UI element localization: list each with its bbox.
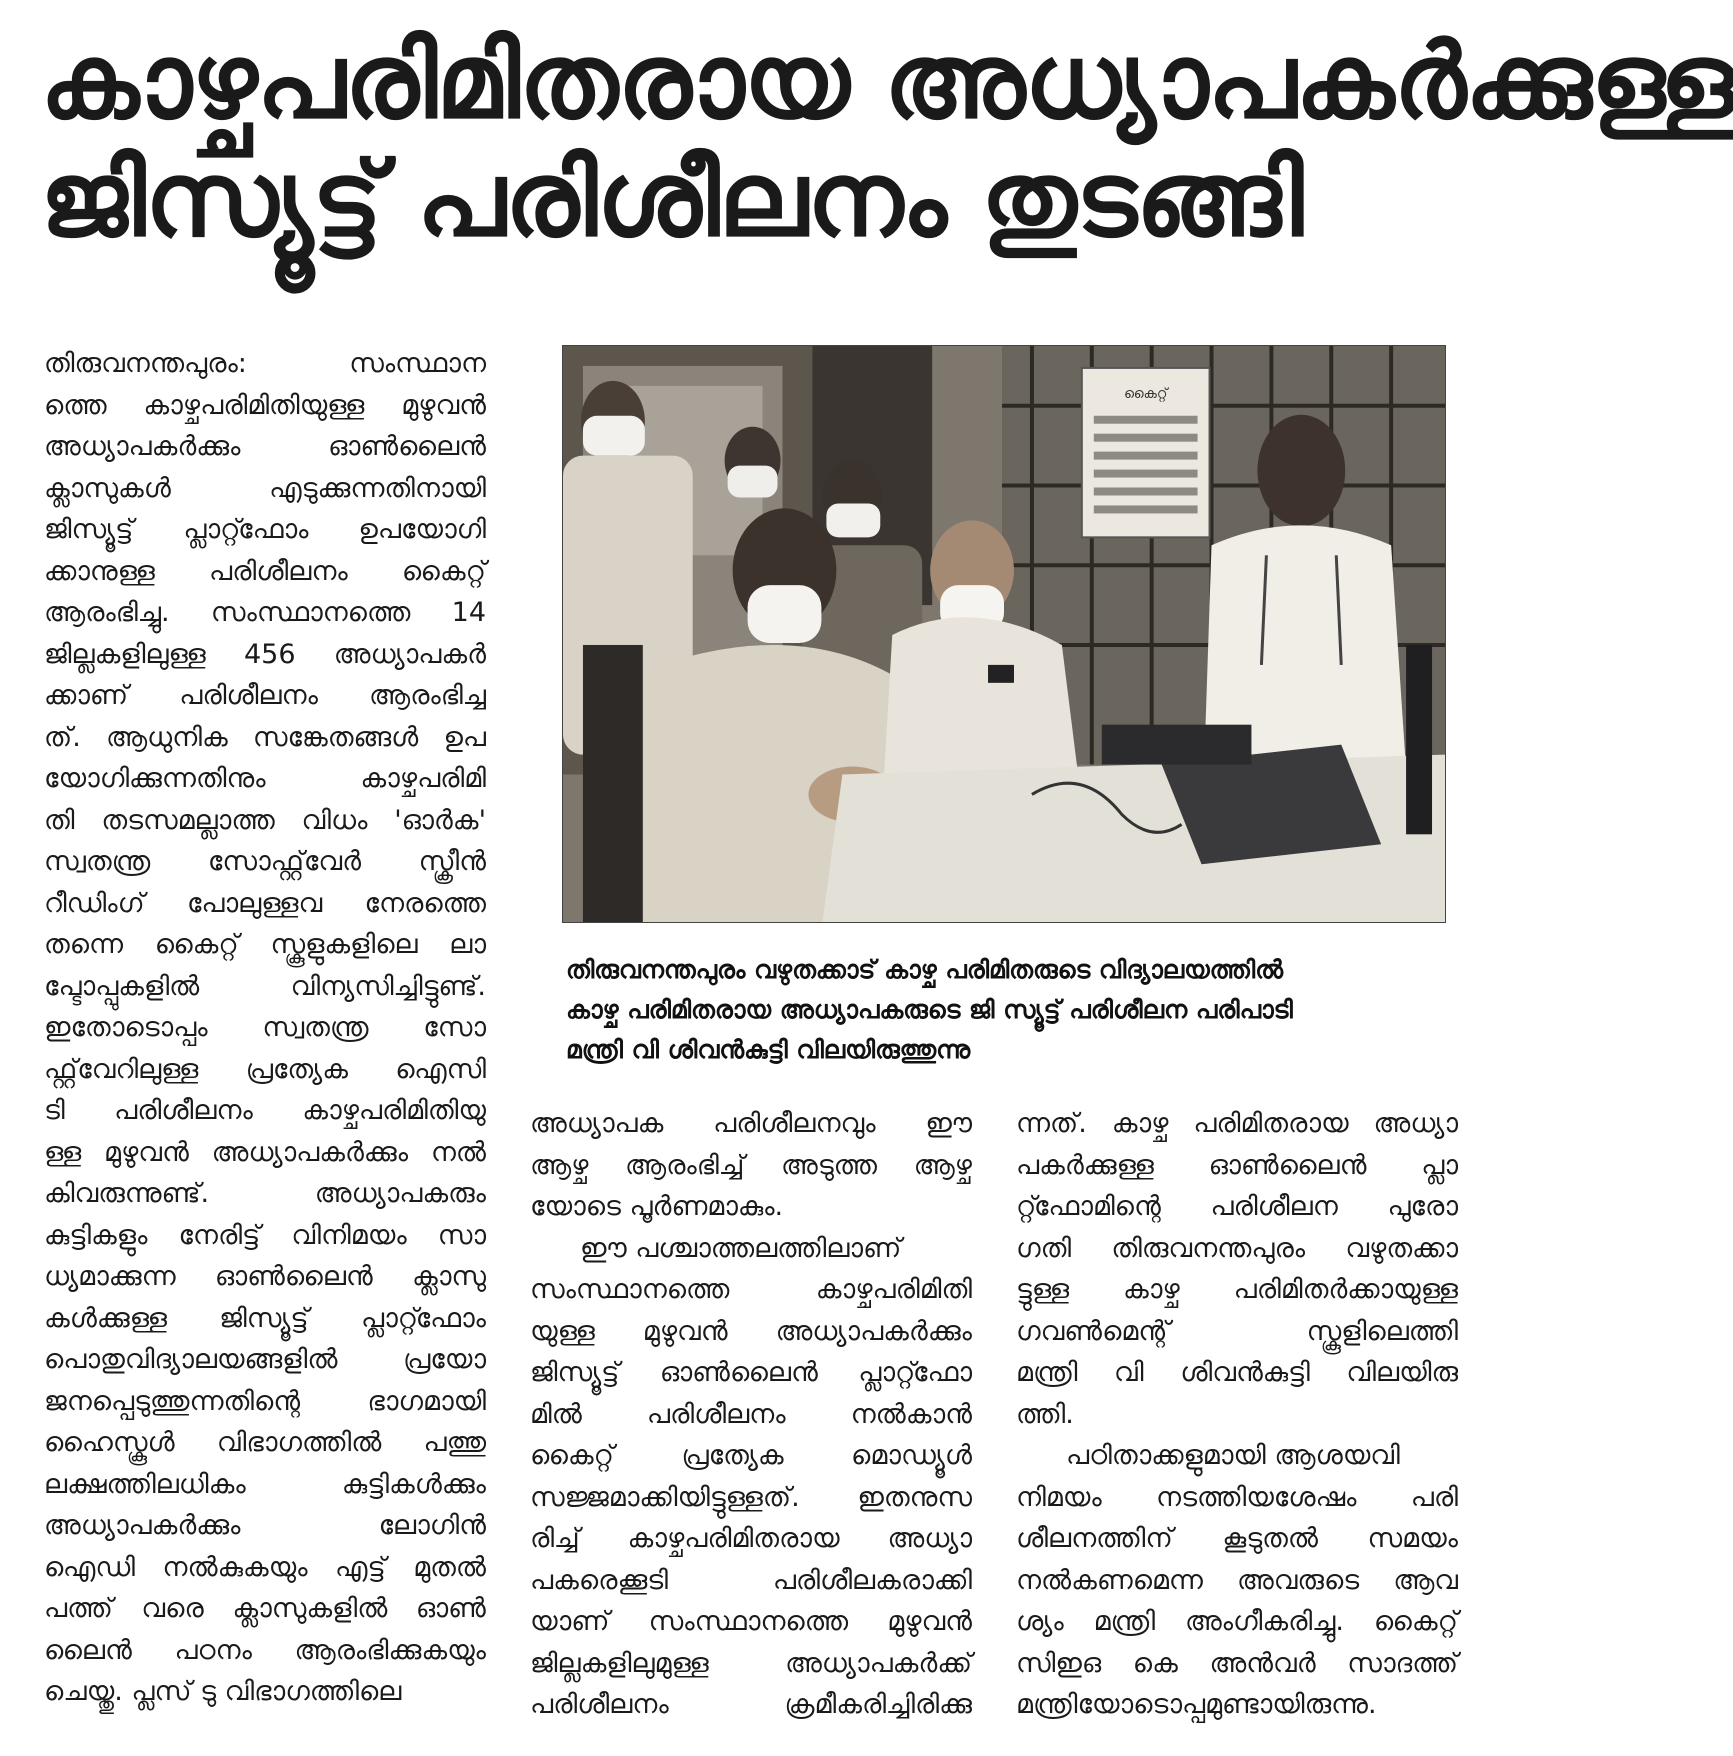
article-line: ഈ പശ്ചാത്തലത്തിലാണ് bbox=[580, 1232, 902, 1264]
photo-caption bbox=[566, 950, 1446, 1070]
article-line: ഹൈസ്കൂൾ വിഭാഗത്തിൽ പത്തു bbox=[44, 1427, 486, 1458]
article-line: റ്റ്ഫോമിന്റെ പരിശീലന പുരോ bbox=[1016, 1191, 1458, 1222]
article-line: ശീലനത്തിന് കൂടുതൽ സമയം bbox=[1016, 1523, 1458, 1554]
calendar-heading: കൈറ്റ് bbox=[1123, 385, 1168, 402]
article-line: പൊതുവിദ്യാലയങ്ങളിൽ പ്രയോ bbox=[44, 1344, 486, 1375]
article-line: പകർക്കുള്ള ഓൺലൈൻ പ്ലാ bbox=[1016, 1149, 1458, 1181]
article-line: ത്തി. bbox=[1016, 1398, 1074, 1430]
article-line: തി തടസമല്ലാത്ത വിധം 'ഓർക' bbox=[44, 804, 486, 836]
article-line: ജനപ്പെടുത്തുന്നതിന്റെ ഭാഗമായി bbox=[44, 1385, 486, 1417]
article-line: കൾക്കുള്ള ജിസ്യൂട്ട് പ്ലാറ്റ്ഫോം bbox=[44, 1302, 486, 1334]
article-line: ടി പരിശീലനം കാഴ്ചപരിമിതിയു bbox=[44, 1095, 486, 1126]
article-line: യോഗിക്കുന്നതിനും കാഴ്ചപരിമി bbox=[44, 763, 486, 794]
photo-illustration bbox=[563, 346, 1445, 922]
article-line: അധ്യാപകർക്കും ലോഗിൻ bbox=[44, 1510, 486, 1541]
article-line: ഇതോടൊപ്പം സ്വതന്ത്ര സോ bbox=[44, 1012, 486, 1043]
article-column-1 bbox=[44, 343, 486, 1713]
article-line: ഐഡി നൽകുകയും എട്ട് മുതൽ bbox=[44, 1551, 486, 1583]
article-line: ഗതി തിരുവനന്തപുരം വഴുതക്കാ bbox=[1016, 1232, 1458, 1264]
article-line: രിച്ച് കാഴ്ചപരിമിതരായ അധ്യാ bbox=[530, 1523, 972, 1554]
article-line: പത്ത് വരെ ക്ലാസുകളിൽ ഓൺ bbox=[44, 1593, 486, 1624]
article-line: യുള്ള മുഴുവൻ അധ്യാപകർക്കും bbox=[530, 1315, 972, 1347]
article-line: ആഴ്ച ആരംഭിച്ച് അടുത്ത ആഴ്ച bbox=[530, 1149, 972, 1181]
article-line: തന്നെ കൈറ്റ് സ്കൂളുകളിലെ ലാ bbox=[44, 929, 486, 960]
headline-line-2: ജിസ്യൂട്ട് പരിശീലനം തുടങ്ങി bbox=[40, 138, 1303, 260]
article-line: തിരുവനന്തപുരം: സംസ്ഥാന bbox=[44, 348, 486, 379]
article-column-2 bbox=[530, 1103, 972, 1726]
article-line: അധ്യാപകർക്കും ഓൺലൈൻ bbox=[44, 431, 486, 462]
article-line: ക്ലാസുകൾ എടുക്കുന്നതിനായി bbox=[44, 472, 486, 504]
article-line: പരിശീലനം ക്രമീകരിച്ചിരിക്കു bbox=[530, 1689, 972, 1720]
article-line: നിമയം നടത്തിയശേഷം പരി bbox=[1016, 1481, 1458, 1513]
article-line: ശ്യം മന്ത്രി അംഗീകരിച്ചു. കൈറ്റ് bbox=[1016, 1606, 1458, 1637]
article-line: ന്നത്. കാഴ്ച പരിമിതരായ അധ്യാ bbox=[1016, 1108, 1458, 1139]
article-line: മന്ത്രി വി ശിവൻകുട്ടി വിലയിരു bbox=[1016, 1357, 1458, 1388]
article-line: ക്കാനുള്ള പരിശീലനം കൈറ്റ് bbox=[44, 555, 486, 587]
article-line: മന്ത്രിയോടൊപ്പമുണ്ടായിരുന്നു. bbox=[1016, 1689, 1377, 1720]
headline-line-1: കാഴ്ചപരിമിതരായ അധ്യാപകർക്കുള്ള bbox=[40, 20, 1733, 142]
article-line: സ്വതന്ത്ര സോഫ്റ്റ്‌വേർ സ്ക്രീൻ bbox=[44, 846, 486, 877]
article-line: സംസ്ഥാനത്തെ കാഴ്ചപരിമിതി bbox=[530, 1274, 972, 1305]
article-line: ജില്ലകളിലുമുള്ള അധ്യാപകർക്ക് bbox=[530, 1647, 972, 1679]
article-line: കിവരുന്നുണ്ട്. അധ്യാപകരും bbox=[44, 1178, 486, 1209]
caption-line-3: മന്ത്രി വി ശിവൻകുട്ടി വിലയിരുത്തുന്നു bbox=[566, 1035, 971, 1064]
article-line: മിൽ പരിശീലനം നൽകാൻ bbox=[530, 1398, 972, 1430]
article-line: ട്ടുള്ള കാഴ്ച പരിമിതർക്കായുള്ള bbox=[1016, 1274, 1458, 1305]
article-line: ള്ള മുഴുവൻ അധ്യാപകർക്കും നൽ bbox=[44, 1136, 486, 1168]
article-line: നൽകണമെന്ന അവരുടെ ആവ bbox=[1016, 1564, 1458, 1596]
caption-line-2: കാഴ്ച പരിമിതരായ അധ്യാപകരുടെ ജി സ്യൂട്ട് പരിശീലന പരിപാടി bbox=[566, 995, 1293, 1024]
article-line: ഗവൺമെന്റ് സ്കൂളിലെത്തി bbox=[1016, 1315, 1458, 1347]
article-line: സജ്ജമാക്കിയിട്ടുള്ളത്. ഇതനുസ bbox=[530, 1481, 972, 1513]
article-line: അധ്യാപക പരിശീലനവും ഈ bbox=[530, 1108, 972, 1139]
article-line: ലൈൻ പഠനം ആരംഭിക്കുകയും bbox=[44, 1634, 486, 1666]
article-line: ഫ്റ്റ്‌വേറിലുള്ള പ്രത്യേക ഐസി bbox=[44, 1053, 486, 1085]
article-line: പഠിതാക്കളുമായി ആശയവി bbox=[1066, 1440, 1400, 1471]
article-line: ജില്ലകളിലുള്ള 456 അധ്യാപകർ bbox=[44, 638, 486, 670]
article-line: പകരെക്കൂടി പരിശീലകരാക്കി bbox=[530, 1564, 972, 1596]
article-line: പ്ടോപ്പുകളിൽ വിന്യസിച്ചിട്ടുണ്ട്. bbox=[44, 970, 486, 1002]
article-column-3 bbox=[1016, 1103, 1458, 1726]
article-line: ധ്യമാക്കുന്ന ഓൺലൈൻ ക്ലാസു bbox=[44, 1261, 486, 1292]
headline bbox=[40, 20, 1733, 260]
article-line: ത്. ആധുനിക സങ്കേതങ്ങൾ ഉപ bbox=[44, 721, 486, 753]
article-line: കുട്ടികളും നേരിട്ട് വിനിമയം സാ bbox=[44, 1219, 486, 1251]
article-line: ക്കാണ് പരിശീലനം ആരംഭിച്ച bbox=[44, 680, 486, 711]
caption-line-1: തിരുവനന്തപുരം വഴുതക്കാട് കാഴ്ച പരിമിതരുടെ വിദ്യാലയത്തിൽ bbox=[566, 955, 1284, 984]
article-line: കൈറ്റ് പ്രത്യേക മൊഡ്യൂൾ bbox=[530, 1440, 972, 1471]
article-line: ആരംഭിച്ചു. സംസ്ഥാനത്തെ 14 bbox=[44, 597, 486, 628]
article-line: യോടെ പൂർണമാകും. bbox=[530, 1191, 784, 1222]
article-line: ജിസ്യൂട്ട് പ്ലാറ്റ്ഫോം ഉപയോഗി bbox=[44, 514, 486, 545]
article-line: ത്തെ കാഴ്ചപരിമിതിയുള്ള മുഴുവൻ bbox=[44, 389, 486, 421]
article-line: യാണ് സംസ്ഥാനത്തെ മുഴുവൻ bbox=[530, 1606, 972, 1637]
article-line: ജിസ്യൂട്ട് ഓൺലൈൻ പ്ലാറ്റ്ഫോ bbox=[530, 1357, 972, 1388]
article-line: ചെയ്തു. പ്ലസ് ടു വിഭാഗത്തിലെ bbox=[44, 1676, 402, 1707]
article-line: റീഡിംഗ് പോലുള്ളവ നേരത്തെ bbox=[44, 887, 486, 919]
article-line: സിഇഒ കെ അൻവർ സാദത്ത് bbox=[1016, 1647, 1458, 1679]
news-photo bbox=[562, 345, 1446, 923]
article-line: ലക്ഷത്തിലധികം കുട്ടികൾക്കും bbox=[44, 1468, 486, 1500]
